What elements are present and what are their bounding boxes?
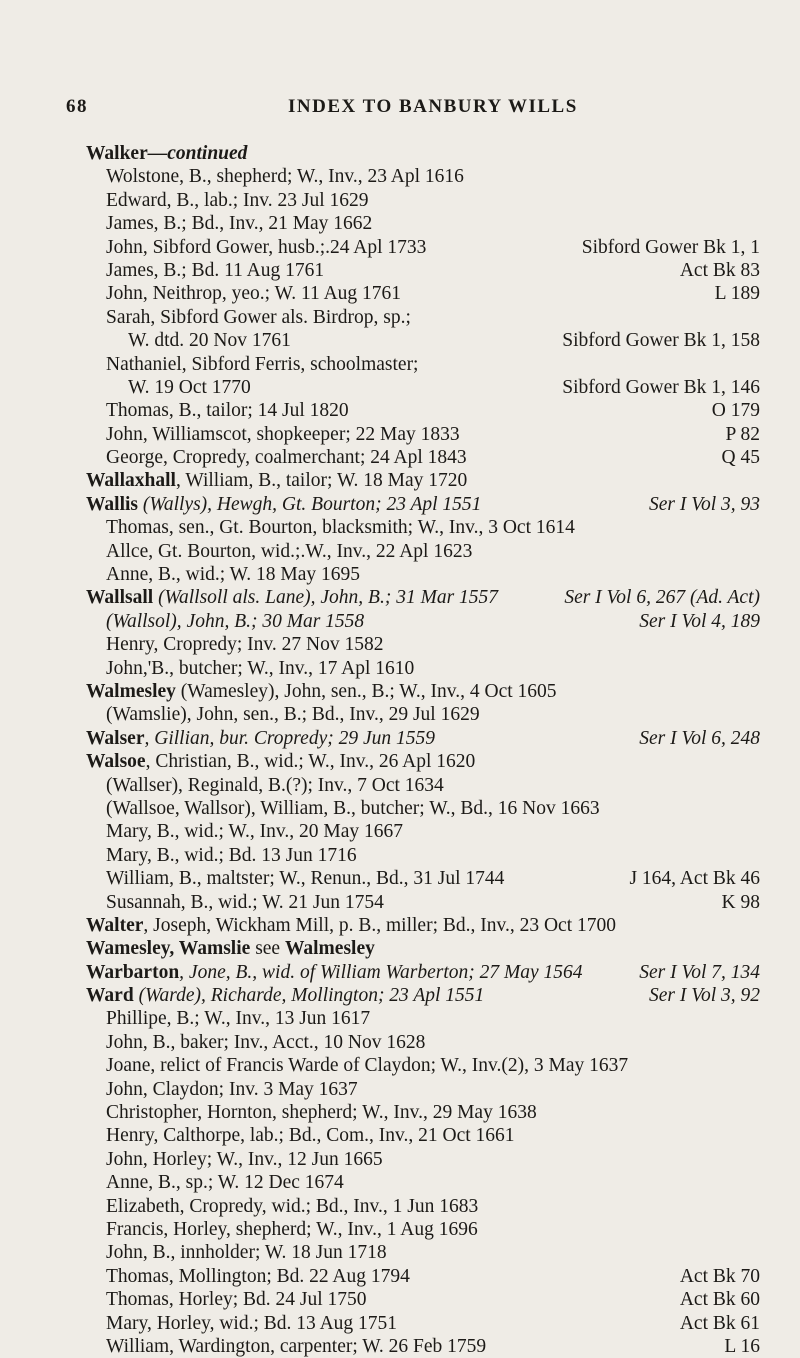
entry-details: , William, B., tailor; W. 18 May 1720 (175, 470, 468, 492)
entry-text (106, 1218, 478, 1241)
entry-text (106, 1241, 387, 1264)
entry-text (106, 891, 384, 914)
entry-text (106, 446, 467, 469)
entry-text (106, 820, 403, 843)
index-entry (0, 306, 800, 329)
index-entry (0, 236, 800, 259)
entry-details: John, B., innholder; W. 18 Jun 1718 (106, 1242, 387, 1264)
entry-text (106, 1148, 383, 1171)
entry-details: (Wallys), Hewgh, Gt. Bourton; 23 Apl 1551 (138, 493, 482, 515)
index-entry (0, 633, 800, 656)
index-entry (0, 423, 800, 446)
index-entry (0, 329, 800, 352)
entry-reference: Sibford Gower Bk 1, 158 (562, 330, 760, 352)
index-entry (0, 703, 800, 726)
entry-details: (Wallser), Reginald, B.(?); Inv., 7 Oct 1634 (106, 774, 444, 796)
entry-text (86, 937, 375, 960)
entry-text (106, 774, 444, 797)
entry-surname: Walser (86, 727, 145, 749)
entry-text (86, 914, 616, 937)
index-entry (0, 446, 800, 469)
entry-reference: Ser I Vol 6, 267 (Ad. Act) (564, 587, 760, 609)
entry-details: , Gillian, bur. Cropredy; 29 Jun 1559 (144, 727, 436, 749)
index-entry (0, 680, 800, 703)
entry-reference: K 98 (721, 891, 760, 913)
entry-text (86, 984, 484, 1007)
index-entry (0, 1031, 800, 1054)
entry-details: John, Neithrop, yeo.; W. 11 Aug 1761 (106, 283, 402, 305)
entry-details: (Wamslie), John, sen., B.; Bd., Inv., 29 Jul 1629 (106, 704, 480, 726)
index-entry (0, 914, 800, 937)
entry-surname: Walsoe (86, 751, 146, 773)
entry-details: John, Claydon; Inv. 3 May 1637 (106, 1078, 358, 1100)
index-entry (0, 1218, 800, 1241)
entry-details: Wolstone, B., shepherd; W., Inv., 23 Apl 1616 (106, 166, 464, 188)
entry-reference: J 164, Act Bk 46 (629, 868, 760, 890)
entry-text (106, 1265, 410, 1288)
index-entry (0, 797, 800, 820)
index-entry (0, 1171, 800, 1194)
entry-details: (Wallsoll als. Lane), John, B.; 31 Mar 1557 (153, 587, 499, 609)
entry-surname: Wallsall (86, 587, 154, 609)
entry-details: Henry, Calthorpe, lab.; Bd., Com., Inv., 21 Oct 1661 (106, 1125, 515, 1147)
entry-text (86, 493, 481, 516)
entry-details: Sarah, Sibford Gower als. Birdrop, sp.; (106, 306, 411, 328)
index-entry (0, 493, 800, 516)
entry-reference: Sibford Gower Bk 1, 146 (562, 376, 760, 398)
entry-details: Thomas, sen., Gt. Bourton, blacksmith; W., Inv., 3 Oct 1614 (106, 517, 575, 539)
entry-reference: O 179 (711, 400, 760, 422)
index-entry (0, 774, 800, 797)
entry-reference: Act Bk 61 (679, 1312, 760, 1334)
entry-details: Nathaniel, Sibford Ferris, schoolmaster; (106, 353, 419, 375)
entry-reference: Ser I Vol 7, 134 (639, 961, 760, 983)
page-number: 68 (66, 96, 88, 117)
see-reference: Walmesley (284, 938, 375, 960)
index-entry (0, 282, 800, 305)
index-entry (0, 867, 800, 890)
index-entry (0, 844, 800, 867)
entry-text (86, 586, 498, 609)
entry-details: George, Cropredy, coalmerchant; 24 Apl 1843 (106, 447, 467, 469)
entry-surname: Wallis (86, 493, 139, 515)
entry-text (106, 282, 401, 305)
entry-details: Susannah, B., wid.; W. 21 Jun 1754 (106, 891, 384, 913)
index-entry (0, 891, 800, 914)
index-entry (0, 610, 800, 633)
entry-details: (Warde), Richarde, Mollington; 23 Apl 1551 (133, 985, 485, 1007)
entry-text (106, 1335, 486, 1358)
entry-details: W. 19 Oct 1770 (128, 376, 251, 398)
entry-text (106, 1195, 478, 1218)
entry-details: —continued (147, 143, 248, 164)
index-entry (0, 376, 800, 399)
index-entry (0, 399, 800, 422)
entry-details: John, Sibford Gower, husb.;.24 Apl 1733 (106, 236, 427, 258)
entry-text (106, 657, 414, 680)
index-entries (0, 142, 800, 1358)
index-entry (0, 1288, 800, 1311)
entry-details: Allce, Gt. Bourton, wid.;.W., Inv., 22 Apl 1623 (106, 540, 473, 562)
entry-reference: Act Bk 70 (679, 1265, 760, 1287)
entry-reference: Act Bk 60 (679, 1289, 760, 1311)
entry-reference: Act Bk 83 (679, 259, 760, 281)
index-entry (0, 142, 800, 165)
entry-reference: Q 45 (721, 447, 760, 469)
entry-details: Christopher, Hornton, shepherd; W., Inv., 29 May 1638 (106, 1102, 537, 1124)
entry-details: John, B., baker; Inv., Acct., 10 Nov 1628 (106, 1031, 426, 1053)
entry-text (106, 423, 460, 446)
entry-text (106, 703, 480, 726)
index-entry (0, 1101, 800, 1124)
index-entry (0, 657, 800, 680)
entry-surname: Walter (86, 914, 144, 936)
entry-text (106, 1124, 515, 1147)
entry-details: John, Williamscot, shopkeeper; 22 May 1833 (106, 423, 460, 445)
entry-details: William, Wardington, carpenter; W. 26 Feb 1759 (106, 1335, 487, 1357)
index-entry (0, 820, 800, 843)
index-entry (0, 259, 800, 282)
entry-reference: P 82 (725, 423, 760, 445)
entry-reference: L 16 (724, 1335, 760, 1357)
index-entry (0, 1241, 800, 1264)
index-entry (0, 984, 800, 1007)
entry-reference: Ser I Vol 3, 93 (648, 493, 760, 515)
index-entry (0, 937, 800, 960)
entry-details: Henry, Cropredy; Inv. 27 Nov 1582 (106, 634, 384, 656)
entry-surname: Wamesley, Wamslie (86, 938, 251, 960)
entry-text (86, 961, 583, 984)
entry-text (106, 212, 372, 235)
index-entry (0, 961, 800, 984)
entry-details: W. dtd. 20 Nov 1761 (128, 330, 291, 352)
entry-text (106, 1007, 370, 1030)
index-entry (0, 1124, 800, 1147)
index-entry (0, 586, 800, 609)
entry-text (106, 189, 369, 212)
entry-text (106, 797, 600, 820)
entry-surname: Warbarton (86, 961, 180, 983)
entry-details: Francis, Horley, shepherd; W., Inv., 1 Aug 1696 (106, 1218, 478, 1240)
entry-text (106, 1031, 425, 1054)
entry-text (106, 844, 357, 867)
entry-reference: L 189 (714, 283, 760, 305)
entry-details: Mary, B., wid.; W., Inv., 20 May 1667 (106, 821, 404, 843)
entry-details: , Joseph, Wickham Mill, p. B., miller; Bd., Inv., 23 Oct 1700 (143, 914, 617, 936)
entry-text (106, 353, 418, 376)
index-entry (0, 1335, 800, 1358)
index-entry (0, 1007, 800, 1030)
index-entry (0, 165, 800, 188)
entry-reference: Ser I Vol 4, 189 (639, 610, 760, 632)
entry-details: Phillipe, B.; W., Inv., 13 Jun 1617 (106, 1008, 371, 1030)
entry-text (106, 867, 504, 890)
entry-text (86, 142, 247, 165)
entry-text (86, 750, 475, 773)
index-entry (0, 1312, 800, 1335)
index-entry (0, 212, 800, 235)
index-entry (0, 1195, 800, 1218)
entry-text (106, 399, 349, 422)
index-entry (0, 1265, 800, 1288)
entry-details: Elizabeth, Cropredy, wid.; Bd., Inv., 1 Jun 1683 (106, 1195, 479, 1217)
index-entry (0, 1054, 800, 1077)
entry-details: John,'B., butcher; W., Inv., 17 Apl 1610 (106, 657, 415, 679)
entry-details: see (250, 938, 285, 960)
entry-details: James, B.; Bd. 11 Aug 1761 (106, 259, 325, 281)
index-entry (0, 540, 800, 563)
entry-details: William, B., maltster; W., Renun., Bd., 31 Jul 1744 (106, 868, 505, 890)
index-entry (0, 563, 800, 586)
entry-details: Edward, B., lab.; Inv. 23 Jul 1629 (106, 189, 369, 211)
index-entry (0, 353, 800, 376)
index-entry (0, 1078, 800, 1101)
entry-text (106, 633, 383, 656)
entry-text (106, 165, 464, 188)
entry-details: Thomas, B., tailor; 14 Jul 1820 (106, 400, 349, 422)
entry-text (106, 563, 360, 586)
entry-text (128, 376, 251, 399)
entry-text (106, 1312, 397, 1335)
entry-surname: Wallaxhall (86, 470, 176, 492)
entry-text (106, 1054, 628, 1077)
entry-surname: Walmesley (86, 680, 176, 702)
entry-details: Joane, relict of Francis Warde of Claydon; W., Inv.(2), 3 May 1637 (106, 1055, 629, 1077)
entry-details: Thomas, Horley; Bd. 24 Jul 1750 (106, 1289, 367, 1311)
index-entry (0, 750, 800, 773)
index-entry (0, 469, 800, 492)
page-title: INDEX TO BANBURY WILLS (288, 96, 578, 117)
entry-details: (Wamesley), John, sen., B.; W., Inv., 4 Oct 1605 (175, 680, 557, 702)
entry-reference: Ser I Vol 6, 248 (639, 727, 760, 749)
entry-details: Mary, B., wid.; Bd. 13 Jun 1716 (106, 844, 357, 866)
entry-text (106, 1171, 344, 1194)
entry-surname: Ward (86, 985, 134, 1007)
entry-details: (Wallsoe, Wallsor), William, B., butcher; W., Bd., 16 Nov 1663 (106, 797, 600, 819)
entry-text (86, 680, 557, 703)
entry-details: (Wallsol), John, B.; 30 Mar 1558 (106, 610, 365, 632)
entry-details: James, B.; Bd., Inv., 21 May 1662 (106, 213, 373, 235)
entry-details: , Jone, B., wid. of William Warberton; 27 May 1564 (179, 961, 583, 983)
index-entry (0, 189, 800, 212)
entry-details: , Christian, B., wid.; W., Inv., 26 Apl 1620 (145, 751, 476, 773)
entry-details: Mary, Horley, wid.; Bd. 13 Aug 1751 (106, 1312, 398, 1334)
entry-reference: Ser I Vol 3, 92 (648, 985, 760, 1007)
entry-text (106, 236, 426, 259)
entry-text (106, 516, 575, 539)
index-entry (0, 727, 800, 750)
entry-text (86, 469, 467, 492)
index-entry (0, 1148, 800, 1171)
entry-text (106, 1078, 358, 1101)
entry-text (106, 259, 324, 282)
entry-details: Anne, B., wid.; W. 18 May 1695 (106, 564, 361, 586)
entry-reference: Sibford Gower Bk 1, 1 (581, 236, 760, 258)
index-entry (0, 516, 800, 539)
entry-text (86, 727, 435, 750)
entry-text (128, 329, 291, 352)
entry-surname: Walker (86, 143, 148, 164)
entry-text (106, 610, 364, 633)
entry-text (106, 1101, 537, 1124)
entry-details: John, Horley; W., Inv., 12 Jun 1665 (106, 1148, 383, 1170)
entry-text (106, 1288, 367, 1311)
entry-details: Anne, B., sp.; W. 12 Dec 1674 (106, 1172, 344, 1194)
entry-details: Thomas, Mollington; Bd. 22 Aug 1794 (106, 1265, 410, 1287)
entry-text (106, 540, 472, 563)
entry-text (106, 306, 411, 329)
